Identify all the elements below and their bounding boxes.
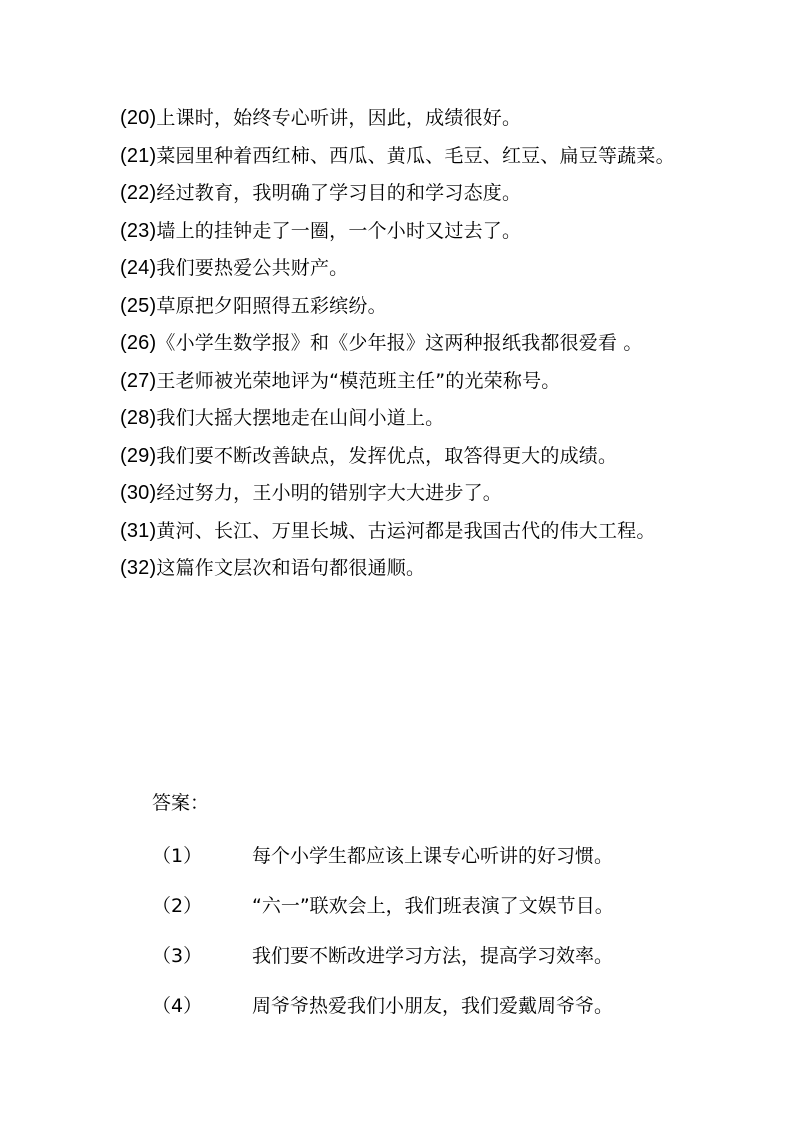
answer-text: 我们要不断改进学习方法，提高学习效率。 [252, 945, 614, 967]
answer-number: （1） [152, 845, 203, 867]
exercise-number: (21) [120, 144, 157, 167]
exercise-text: 经过教育，我明确了学习目的和学习态度。 [156, 182, 522, 204]
exercise-text: 黄河、长江、万里长城、古运河都是我国古代的伟大工程。 [156, 519, 656, 542]
exercise-item [120, 363, 680, 401]
exercise-number: (25) [120, 294, 157, 317]
answer-number: （2） [152, 895, 203, 917]
exercise-item [120, 550, 680, 588]
exercise-item [120, 213, 680, 251]
exercise-text: 墙上的挂钟走了一圈，一个小时又过去了。 [156, 219, 522, 242]
exercise-item [120, 400, 680, 438]
exercise-item [120, 175, 680, 213]
exercise-item [120, 475, 680, 513]
exercise-text: 我们大摇大摆地走在山间小道上。 [156, 407, 445, 429]
exercise-text: 经过努力，王小明的错别字大大进步了。 [156, 482, 502, 504]
exercise-number: (20) [120, 107, 157, 129]
exercise-number: (30) [120, 482, 157, 504]
exercise-text: 我们要热爱公共财产。 [156, 257, 349, 279]
exercise-number: (29) [120, 444, 157, 467]
exercise-list [120, 100, 680, 588]
answer-list [152, 838, 672, 1038]
answer-number: （3） [152, 945, 203, 967]
exercise-number: (24) [120, 257, 157, 279]
exercise-item [120, 100, 680, 138]
exercise-number: (32) [120, 557, 157, 579]
exercise-item [120, 250, 680, 288]
exercise-text: 我们要不断改善缺点，发挥优点，取答得更大的成绩。 [156, 444, 618, 467]
answers-heading: 答案： [152, 792, 210, 814]
answer-item [152, 938, 672, 988]
exercise-number: (26) [120, 332, 157, 354]
exercise-text: 上课时，始终专心听讲，因此，成绩很好。 [156, 107, 522, 129]
answer-item [152, 888, 672, 938]
exercise-number: (23) [120, 219, 157, 242]
exercise-text: 菜园里种着西红柿、西瓜、黄瓜、毛豆、红豆、扁豆等蔬菜。 [156, 144, 675, 167]
answer-text: 每个小学生都应该上课专心听讲的好习惯。 [252, 845, 614, 867]
exercise-item [120, 325, 680, 363]
exercise-item [120, 438, 680, 476]
exercise-number: (31) [120, 519, 157, 542]
answer-text: “六一”联欢会上，我们班表演了文娱节目。 [252, 895, 614, 917]
answer-text: 周爷爷热爱我们小朋友，我们爱戴周爷爷。 [252, 995, 614, 1017]
exercise-item [120, 513, 680, 551]
exercise-text: 王老师被光荣地评为“模范班主任”的光荣称号。 [156, 369, 561, 392]
exercise-number: (28) [120, 407, 157, 429]
exercise-text: 草原把夕阳照得五彩缤纷。 [156, 294, 387, 317]
exercise-text: 《小学生数学报》和《少年报》这两种报纸我都很爱看 。 [156, 332, 643, 354]
exercise-text: 这篇作文层次和语句都很通顺。 [156, 557, 426, 579]
exercise-item [120, 138, 680, 176]
answer-item [152, 988, 672, 1038]
exercise-item [120, 288, 680, 326]
answer-number: （4） [152, 995, 203, 1017]
exercise-number: (22) [120, 182, 157, 204]
answer-item [152, 838, 672, 888]
exercise-number: (27) [120, 369, 157, 392]
